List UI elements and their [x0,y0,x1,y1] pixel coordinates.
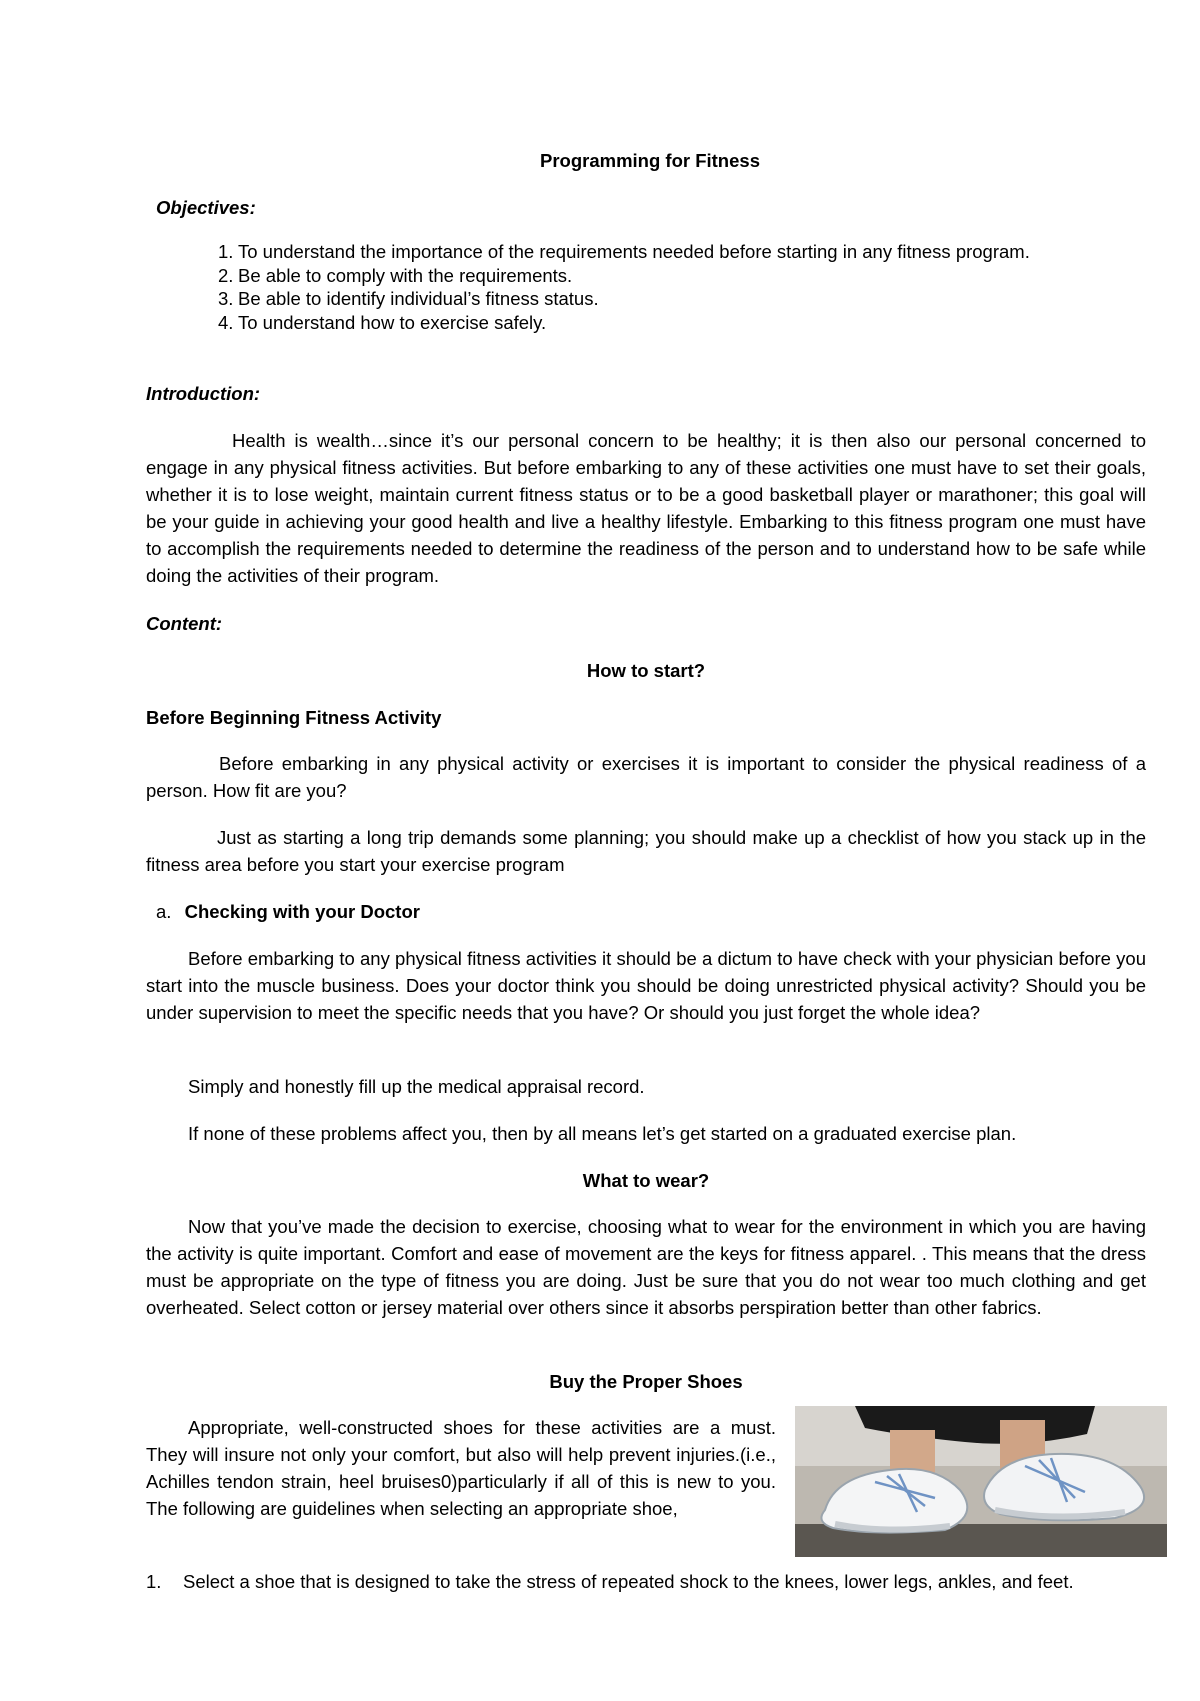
sneakers-icon [795,1406,1167,1557]
paragraph-shoes: Appropriate, well-constructed shoes for these activities are a must. They will insure not only your comfort, but also will help prevent injuries.(i.e., Achilles tendon strain, heel bruises0)particularly if all of this is new to you. The following are guidelines when selecting an appropriate shoe, [146,1417,776,1519]
list-item: 1. Select a shoe that is designed to take the stress of repeated shock to the knees, lower legs, ankles, and feet. [146,1571,1074,1592]
paragraph-check-doctor: Before embarking to any physical fitness activities it should be a dictum to have check with your physician before you start into the muscle business. Does your doctor think you should be doing unrestricted physical activity? Should you be under supervision to meet the specific needs that you have? Or should you just forget the whole idea? [146,948,1146,1023]
list-item: 1. To understand the importance of the requirements needed before starting in any fitness program. [218,241,1030,262]
subsection-a-heading: a. Checking with your Doctor [156,901,420,922]
paragraph-medical-record: Simply and honestly fill up the medical appraisal record. [188,1076,645,1097]
page-title: Programming for Fitness [540,150,760,171]
objectives-list [218,240,1138,334]
how-to-start-heading: How to start? [586,660,706,681]
content-label: Content: [146,613,223,634]
paragraph-physical-readiness: Before embarking in any physical activity or exercises it is important to consider the physical readiness of a person. How fit are you? [146,753,1146,801]
buy-shoes-heading: Buy the Proper Shoes [549,1371,743,1392]
list-item: 4. To understand how to exercise safely. [218,311,547,333]
what-to-wear-heading: What to wear? [582,1170,710,1191]
paragraph-what-to-wear: Now that you’ve made the decision to exercise, choosing what to wear for the environment in which you are having the activity is quite important. Comfort and ease of movement are the keys for fitness apparel. . This means that the dress must be appropriate on the type of fitness you are doing. Just be sure that you do not wear too much clothing and get overheated. Select cotton or jersey material over others since it absorbs perspiration better than other fabrics. [146,1216,1146,1318]
list-item: 2. Be able to comply with the requirements. [218,264,573,286]
introduction-paragraph: Health is wealth…since it’s our personal concern to be healthy; it is then also our personal concerned to engage in any physical fitness activities. But before embarking to any of these activities one must have to set their goals, whether it is to lose weight, maintain current fitness status or to be a good basketball player or marathoner; this goal will be your guide in achieving your good health and live a healthy lifestyle. Embarking to this fitness program one must have to accomplish the requirements needed to determine the readiness of the person and to understand how to be safe while doing the activities of their program. [146,430,1146,586]
sneakers-photo [795,1406,1167,1557]
shoe-guidelines-list [146,1568,1146,1595]
before-beginning-heading: Before Beginning Fitness Activity [146,707,442,728]
paragraph-checklist: Just as starting a long trip demands some planning; you should make up a checklist of how you stack up in the fitness area before you start your exercise program [146,827,1146,875]
list-item: 3. Be able to identify individual’s fitness status. [218,288,599,309]
objectives-label: Objectives: [156,197,256,218]
paragraph-get-started: If none of these problems affect you, then by all means let’s get started on a graduated exercise plan. [188,1123,1017,1144]
introduction-label: Introduction: [146,383,261,404]
